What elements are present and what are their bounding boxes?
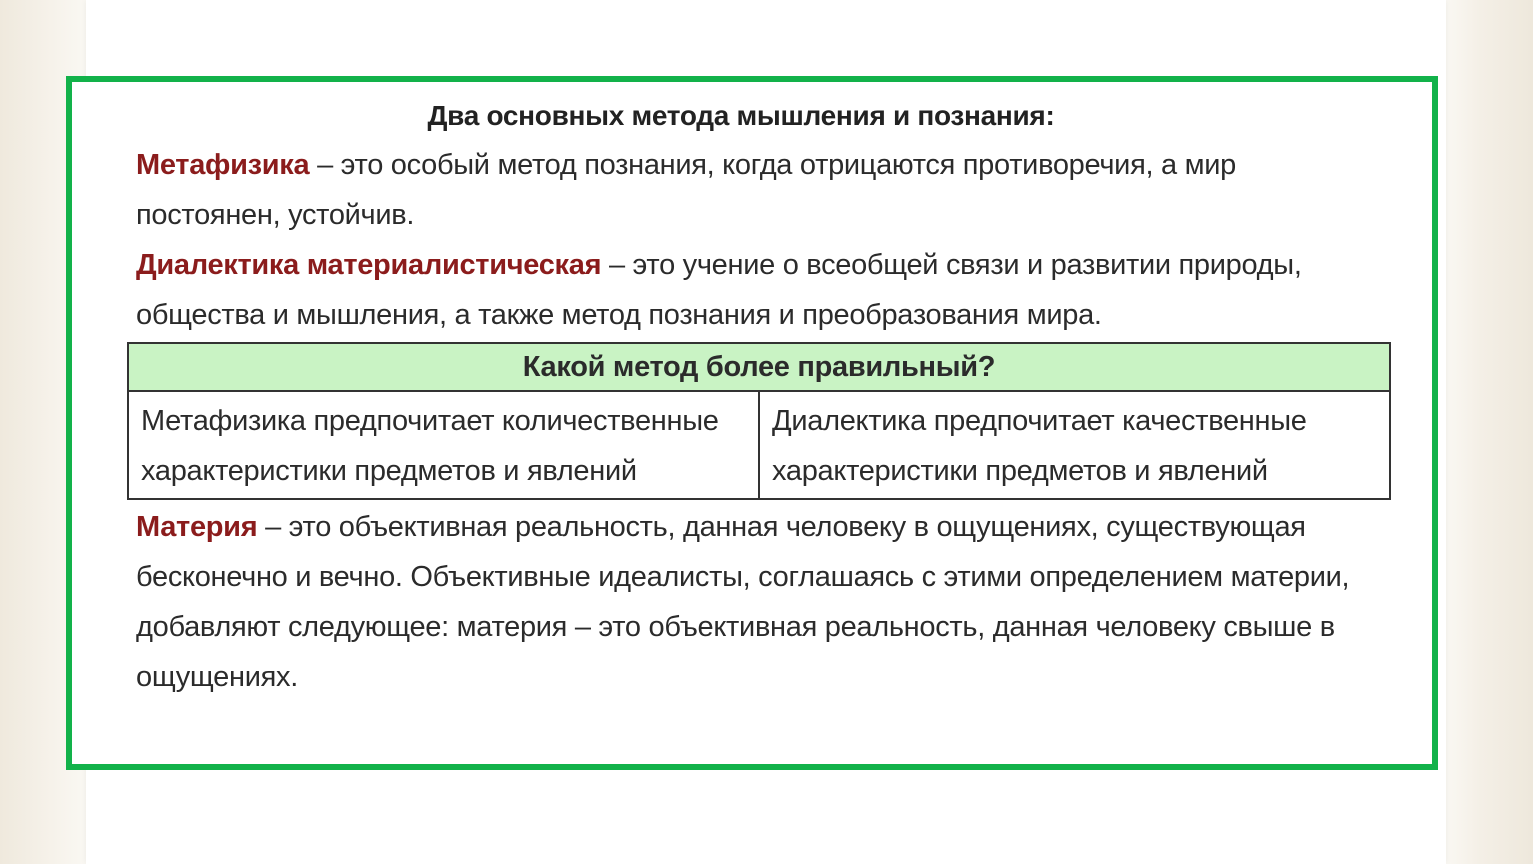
table-header-row: [128, 343, 1390, 391]
table-cell-metaphysics: Метафизика предпочитает количественные характеристики предметов и явлений: [128, 391, 759, 499]
content-frame: [66, 76, 1438, 770]
table-header: Какой метод более правильный?: [128, 343, 1390, 391]
dialectics-text: – это учение о всеобщей связи и развитии природы, общества и мышления, а также метод познания и преобразования мира.: [136, 249, 1302, 331]
metaphysics-definition: [136, 140, 1386, 240]
comparison-table: [127, 342, 1391, 500]
background-right-margin: [1446, 0, 1533, 864]
matter-definition: [136, 502, 1386, 702]
metaphysics-term: Метафизика: [136, 149, 310, 181]
dialectics-term: Диалектика материалистическая: [136, 249, 602, 281]
table-row: [128, 391, 1390, 499]
matter-text: – это объективная реальность, данная человеку в ощущениях, существующая бесконечно и вечно. Объективные идеалисты, соглашаясь с этими определением материи, добавляют следующее: материя – это объективная реальность, данная человеку свыше в ощущениях.: [136, 511, 1350, 693]
table-cell-dialectics: Диалектика предпочитает качественные характеристики предметов и явлений: [772, 405, 1307, 487]
dialectics-definition: [136, 240, 1386, 340]
text-block-top: [136, 98, 1386, 340]
matter-term: Материя: [136, 511, 258, 543]
metaphysics-text: – это особый метод познания, когда отрицаются противоречия, а мир постоянен, устойчив.: [136, 149, 1236, 231]
page-title: Два основных метода мышления и познания:: [427, 100, 1055, 131]
